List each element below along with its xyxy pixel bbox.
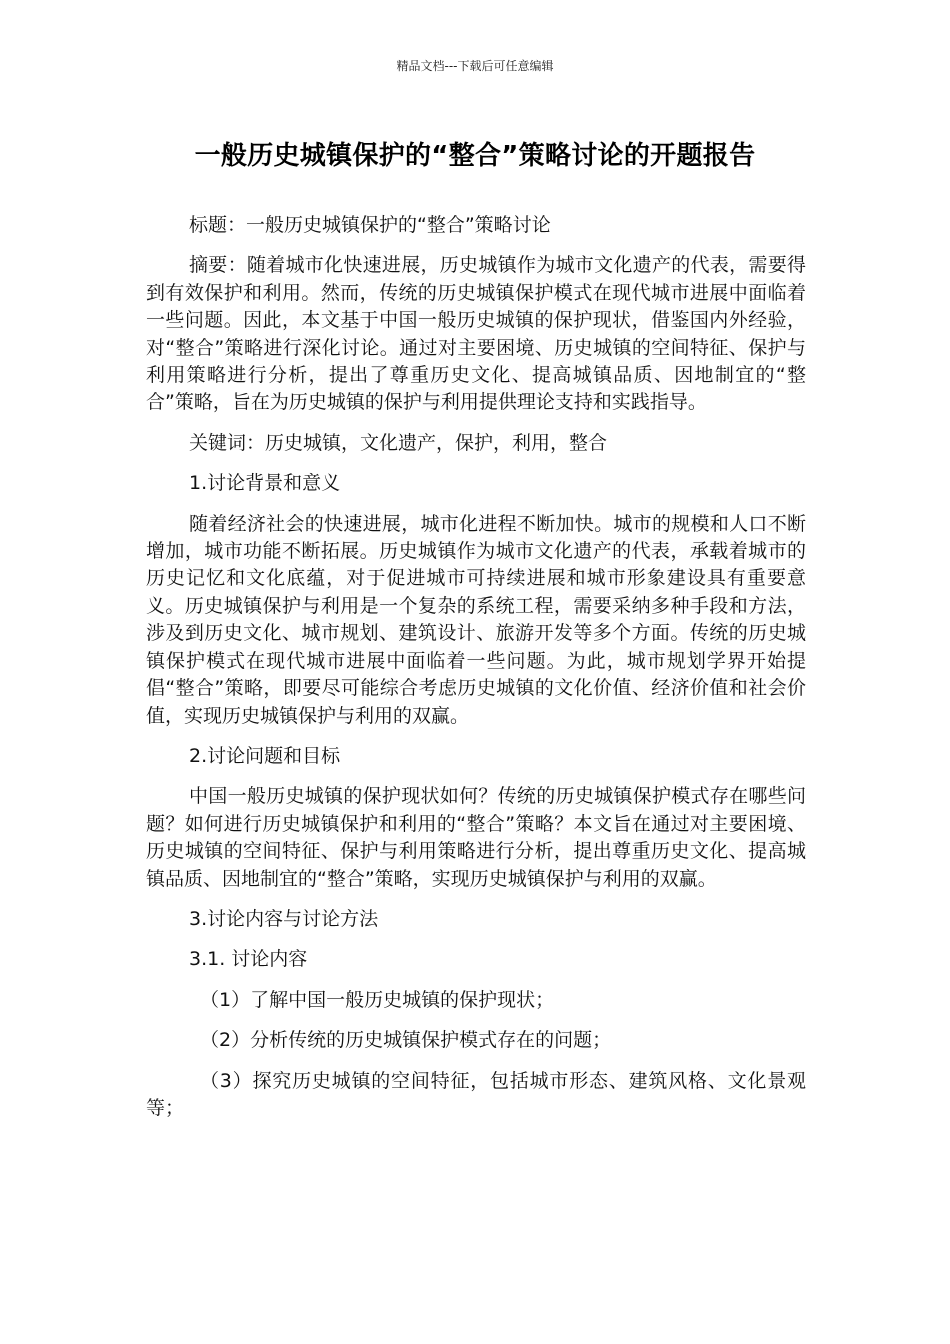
subsection-heading-3-1: 3.1. 讨论内容 [189, 948, 308, 971]
page-header: 精品文档---下载后可任意编辑 [396, 59, 554, 73]
section-heading-3: 3.讨论内容与讨论方法 [189, 907, 379, 930]
list-item: （3）探究历史城镇的空间特征，包括城市形态、建筑风格、文化景观等； [146, 1069, 806, 1119]
document-title: 一般历史城镇保护的“整合”策略讨论的开题报告 [194, 141, 756, 171]
keywords-line: 关键词：历史城镇，文化遗产，保护，利用，整合 [189, 431, 608, 454]
title-line: 标题：一般历史城镇保护的“整合”策略讨论 [189, 214, 551, 236]
section-heading-2: 2.讨论问题和目标 [189, 744, 341, 767]
abstract-paragraph: 摘要：随着城市化快速进展，历史城镇作为城市文化遗产的代表，需要得到有效保护和利用。然而，传统的历史城镇保护模式在现代城市进展中面临着一些问题。因此，本文基于中国一般历史城镇的保护现状，借鉴国内外经验，对“整合”策略进行深化讨论。通过对主要困境、历史城镇的空间特征、保护与利用策略进行分析，提出了尊重历史文化、提高城镇品质、因地制宜的“整合”策略，旨在为历史城镇的保护与利用提供理论支持和实践指导。 [146, 254, 806, 414]
questions-paragraph: 中国一般历史城镇的保护现状如何？传统的历史城镇保护模式存在哪些问题？如何进行历史城镇保护和利用的“整合”策略？本文旨在通过对主要困境、历史城镇的空间特征、保护与利用策略进行分析，提出尊重历史文化、提高城镇品质、因地制宜的“整合”策略，实现历史城镇保护与利用的双赢。 [146, 785, 806, 890]
list-item: （2）分析传统的历史城镇保护模式存在的问题； [200, 1029, 612, 1052]
background-paragraph: 随着经济社会的快速进展，城市化进程不断加快。城市的规模和人口不断增加，城市功能不断拓展。历史城镇作为城市文化遗产的代表，承载着城市的历史记忆和文化底蕴，对于促进城市可持续进展和城市形象建设具有重要意义。历史城镇保护与利用是一个复杂的系统工程，需要采纳多种手段和方法，涉及到历史文化、城市规划、建筑设计、旅游开发等多个方面。传统的历史城镇保护模式在现代城市进展中面临着一些问题。为此，城市规划学界开始提倡“整合”策略，即要尽可能综合考虑历史城镇的文化价值、经济价值和社会价值，实现历史城镇保护与利用的双赢。 [146, 512, 806, 727]
list-item: （1）了解中国一般历史城镇的保护现状； [200, 988, 555, 1011]
document-body [146, 212, 806, 1135]
section-heading-1: 1.讨论背景和意义 [189, 472, 341, 495]
